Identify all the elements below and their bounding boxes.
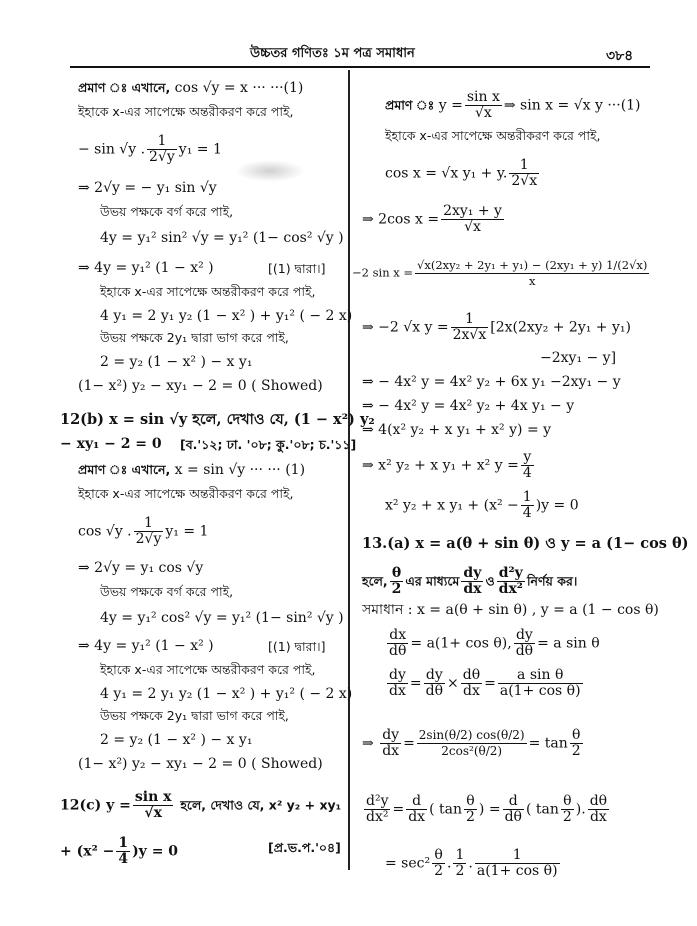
eq-line: $\frac{dx}{d\theta}$ = a(1+ cos θ), $\frac{dy}{d\theta}$ = a sin θ <box>389 627 600 659</box>
column-divider <box>348 70 350 870</box>
eq-line: −2 sin x = $\frac{\text{√x(2xy₂ + 2y₁ + y₁) − (2xy₁ + y) 1/(2√x)}}{x}$ <box>352 258 648 288</box>
text-line: উভয় পক্ষকে 2y₁ দ্বারা ভাগ করে পাই, <box>100 330 289 345</box>
proof-line-1: প্রমাণ ঃ এখানে, x = sin √y ··· ··· (1) <box>78 462 306 478</box>
text-line: ইহাকে x-এর সাপেক্ষে অন্তরীকরণ করে পাই, <box>385 128 601 143</box>
eq-line: ⇒ 2√y = − y₁ sin √y <box>78 180 217 196</box>
question-12c: 12(c) y = $\frac{\text{sin x}}{√x}$ হলে, দেখাও যে, x² y₂ + xy₁ <box>60 789 342 821</box>
eq-line: − sin √y . $\frac{1}{2√y}$ y₁ = 1 <box>78 133 222 165</box>
text-line: উভয় পক্ষকে 2y₁ দ্বারা ভাগ করে পাই, <box>100 708 289 723</box>
eq-line: 2 = y₂ (1 − x² ) − x y₁ <box>100 354 253 370</box>
question-13a-cont: হলে, $\frac{\theta}{2}$ এর মাধ্যমে $\frac{dy}{dx}$ ও $\frac{\text{d²y}}{\text{dx²}}$ নির্ণয় কর। <box>362 565 578 597</box>
eq-line: 4y = y₁² sin² √y = y₁² (1− cos² √y ) <box>100 230 344 246</box>
eq-line: ⇒ 2cos x = $\frac{\text{2xy₁ + y}}{√x}$ <box>362 203 502 235</box>
reference: [(1) দ্বারা।] <box>268 261 326 276</box>
eq-line: cos x = √x y₁ + y. $\frac{1}{2√x}$ <box>385 157 538 189</box>
eq-line: ⇒ − 4x² y = 4x² y₂ + 4x y₁ − y <box>362 398 575 414</box>
question-12c-cont: + (x² − $\frac{1}{4}$ )y = 0 <box>60 835 179 867</box>
reference: [ব.'১২; ঢা. '০৮; কু.'০৮; চ.'১১] <box>180 437 357 452</box>
solution-line: সমাধান : x = a(θ + sin θ) , y = a (1 − cos θ) <box>362 602 659 618</box>
eq-line: ⇒ 4(x² y₂ + x y₁ + x² y) = y <box>362 422 552 438</box>
eq-line: ⇒ 2√y = y₁ cos √y <box>78 560 204 576</box>
eq-line: x² y₂ + x y₁ + (x² − $\frac{1}{4}$ )y = 0 <box>385 489 579 521</box>
eq-line: ⇒ $\frac{dy}{dx}$ = $\frac{2\sin(\theta/2) \cos(\theta/2)}{\text{2cos²(θ/2)}}$ = tan $\frac{\theta}{2}$ <box>362 727 581 759</box>
eq-line: ⇒ x² y₂ + x y₁ + x² y = $\frac{y}{4}$ <box>362 449 532 481</box>
eq-line: 4 y₁ = 2 y₁ y₂ (1 − x² ) + y₁² ( − 2 x) <box>100 308 353 324</box>
text-line: ইহাকে x-এর সাপেক্ষে অন্তরীকরণ করে পাই, <box>100 662 316 677</box>
text-line: উভয় পক্ষকে বর্গ করে পাই, <box>100 584 234 599</box>
eq-line: ⇒ 4y = y₁² (1 − x² ) <box>78 260 214 276</box>
question-12b: 12(b) x = sin √y হলে, দেখাও যে, (1 − x²) y₂ <box>60 411 375 428</box>
eq-line: (1− x²) y₂ − xy₁ − 2 = 0 ( Showed) <box>78 756 323 772</box>
page-number: ৩৮৪ <box>606 48 634 64</box>
text-line: উভয় পক্ষকে বর্গ করে পাই, <box>100 204 234 219</box>
eq-line: 4y = y₁² cos² √y = y₁² (1− sin² √y ) <box>100 610 344 626</box>
text-line: ইহাকে x-এর সাপেক্ষে অন্তরীকরণ করে পাই, <box>78 104 294 119</box>
header-title: উচ্চতর গণিতঃ ১ম পত্র সমাধান <box>250 46 415 61</box>
eq-line: 4 y₁ = 2 y₁ y₂ (1 − x² ) + y₁² ( − 2 x) <box>100 686 353 702</box>
text-line: ইহাকে x-এর সাপেক্ষে অন্তরীকরণ করে পাই, <box>100 284 316 299</box>
eq-line: $\frac{\text{d²y}}{\text{dx²}}$ = $\frac{d}{dx}$ ( tan $\frac{\theta}{2}$ ) = $\frac{d}{d\theta}$ ( tan $\frac{\theta}{2}$ ). $\frac{d\theta}{dx}$ <box>366 793 608 825</box>
eq-line: $\frac{dy}{dx}$ = $\frac{dy}{d\theta}$ × $\frac{d\theta}{dx}$ = $\frac{\text{a sin θ}}{\text{a(1+ cos θ)}}$ <box>389 667 581 699</box>
eq-line: = sec² $\frac{\theta}{2}$ . $\frac{1}{2}$ . $\frac{1}{\text{a(1+ cos θ)}}$ <box>385 847 558 879</box>
reference: [(1) দ্বারা।] <box>268 639 326 654</box>
eq-line: cos √y . $\frac{1}{2√y}$ y₁ = 1 <box>78 515 209 547</box>
ink-smudge <box>235 160 305 182</box>
header-rule <box>70 66 650 68</box>
eq-line: ⇒ − 4x² y = 4x² y₂ + 6x y₁ −2xy₁ − y <box>362 374 621 390</box>
eq-line: 2 = y₂ (1 − x² ) − x y₁ <box>100 732 253 748</box>
question-12b-cont: − xy₁ − 2 = 0 <box>60 436 162 452</box>
question-13a: 13.(a) x = a(θ + sin θ) ও y = a (1− cos θ) <box>362 535 689 552</box>
eq-line: ⇒ −2 √x y = $\frac{1}{2x√x}$ [2x(2xy₂ + 2y₁ + y₁) <box>362 311 631 343</box>
text-line: ইহাকে x-এর সাপেক্ষে অন্তরীকরণ করে পাই, <box>78 486 294 501</box>
proof-line-1: প্রমাণ ঃ এখানে, cos √y = x ··· ···(1) <box>78 80 304 96</box>
reference: [প্র.ভ.প.'০৪] <box>268 840 341 855</box>
eq-line: (1− x²) y₂ − xy₁ − 2 = 0 ( Showed) <box>78 378 323 394</box>
eq-line: ⇒ 4y = y₁² (1 − x² ) <box>78 638 214 654</box>
proof-line-1: প্রমাণ ঃ y = $\frac{\text{sin x}}{√x}$ ⇒ sin x = √x y ···(1) <box>385 89 641 121</box>
eq-line: −2xy₁ − y] <box>540 350 617 366</box>
page-header <box>0 44 697 66</box>
